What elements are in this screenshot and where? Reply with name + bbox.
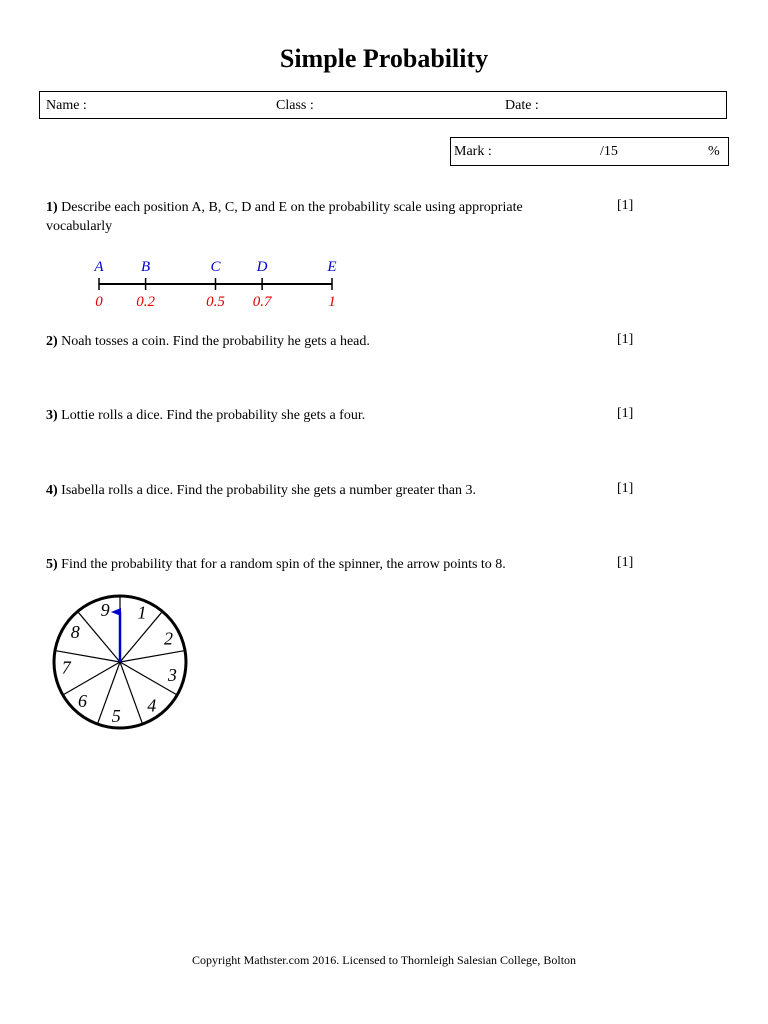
question-text: Lottie rolls a dice. Find the probability she gets a four. bbox=[61, 408, 366, 423]
question-4-marks: [1] bbox=[617, 481, 634, 496]
scale-letter: D bbox=[256, 259, 268, 275]
spinner-divider bbox=[120, 651, 185, 662]
spinner-number: 2 bbox=[164, 628, 174, 649]
spinner-number: 8 bbox=[70, 621, 80, 642]
mark-box bbox=[450, 137, 729, 166]
scale-letter: B bbox=[141, 259, 151, 275]
spinner-divider bbox=[120, 662, 143, 724]
spinner-number: 9 bbox=[100, 600, 110, 621]
scale-letter: E bbox=[327, 259, 337, 275]
question-1 bbox=[46, 198, 586, 236]
probability-scale bbox=[80, 250, 360, 315]
question-text: Describe each position A, B, C, D and E on the probability scale using appropriate vocabularly bbox=[46, 200, 523, 234]
mark-percent: % bbox=[708, 144, 720, 159]
spinner-number: 4 bbox=[147, 695, 157, 716]
question-number: 2) bbox=[46, 334, 58, 349]
date-label: Date : bbox=[505, 98, 539, 113]
scale-value: 0.7 bbox=[252, 294, 272, 310]
question-1-marks: [1] bbox=[617, 198, 634, 213]
spinner bbox=[48, 594, 194, 734]
question-number: 4) bbox=[46, 483, 58, 498]
question-text: Noah tosses a coin. Find the probability he gets a head. bbox=[61, 334, 370, 349]
spinner-divider bbox=[78, 611, 120, 662]
question-number: 5) bbox=[46, 557, 58, 572]
scale-letter: A bbox=[94, 259, 104, 275]
question-text: Isabella rolls a dice. Find the probability she gets a number greater than 3. bbox=[61, 483, 476, 498]
question-5 bbox=[46, 555, 586, 574]
question-5-marks: [1] bbox=[617, 555, 634, 570]
spinner-number: 7 bbox=[61, 657, 71, 678]
copyright-footer: Copyright Mathster.com 2016. Licensed to Thornleigh Salesian College, Bolton bbox=[191, 953, 577, 967]
question-2-marks: [1] bbox=[617, 332, 634, 347]
scale-value: 1 bbox=[328, 294, 336, 310]
spinner-number: 5 bbox=[111, 705, 121, 726]
page-title: Simple Probability bbox=[279, 44, 489, 73]
scale-value: 0.5 bbox=[206, 294, 225, 310]
name-label: Name : bbox=[46, 98, 87, 113]
scale-letter: C bbox=[210, 259, 221, 275]
question-4 bbox=[46, 481, 586, 500]
spinner-number: 1 bbox=[137, 602, 147, 623]
spinner-number: 6 bbox=[77, 690, 87, 711]
mark-label: Mark : bbox=[454, 144, 492, 159]
spinner-divider bbox=[63, 662, 120, 695]
scale-value: 0.2 bbox=[136, 294, 155, 310]
student-info-box bbox=[39, 91, 727, 119]
question-number: 3) bbox=[46, 408, 58, 423]
class-label: Class : bbox=[276, 98, 314, 113]
question-3-marks: [1] bbox=[617, 406, 634, 421]
spinner-number: 3 bbox=[167, 665, 177, 686]
mark-total: /15 bbox=[600, 144, 618, 159]
question-number: 1) bbox=[46, 200, 58, 215]
question-2 bbox=[46, 332, 586, 351]
question-3 bbox=[46, 406, 586, 425]
question-text: Find the probability that for a random spin of the spinner, the arrow points to 8. bbox=[61, 557, 506, 572]
scale-value: 0 bbox=[95, 294, 103, 310]
